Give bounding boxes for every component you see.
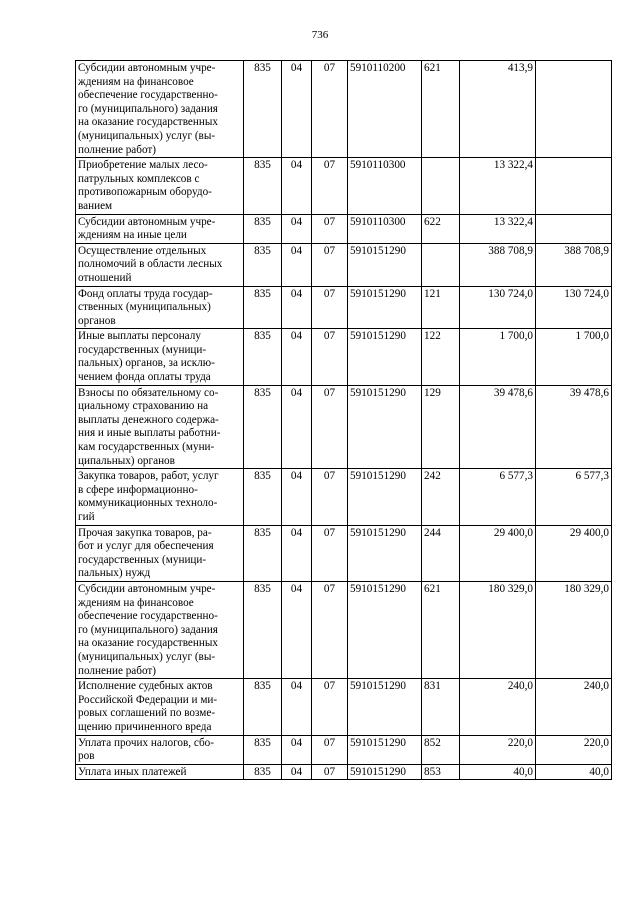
subsection-code-cell: 07 [312,469,348,525]
subsection-code-cell: 07 [312,286,348,329]
expense-type-cell: 621 [422,581,460,678]
row-name-cell: Субсидии автономным учре- ждениям на финансовое обеспечение государственно- го (муниципального) задания на оказание государственных (муниципальных) услуг (вы- полнение работ) [76,61,244,158]
section-code-cell: 04 [282,735,312,764]
section-code-cell: 04 [282,581,312,678]
amount-cell: 130 724,0 [460,286,536,329]
table-row [76,286,612,329]
subsection-code-cell: 07 [312,735,348,764]
amount-subvention-cell: 180 329,0 [536,581,612,678]
table-row [76,525,612,581]
amount-cell: 1 700,0 [460,329,536,385]
budget-table [75,60,612,780]
subsection-code-cell: 07 [312,385,348,469]
expense-type-cell [422,158,460,214]
target-article-cell: 5910151290 [348,679,422,735]
table-row [76,735,612,764]
grbs-code-cell: 835 [244,764,282,780]
page-number: 736 [311,29,329,41]
row-name-cell: Фонд оплаты труда государ- ственных (муниципальных) органов [76,286,244,329]
expense-type-cell: 621 [422,61,460,158]
grbs-code-cell: 835 [244,735,282,764]
grbs-code-cell: 835 [244,286,282,329]
amount-subvention-cell: 39 478,6 [536,385,612,469]
table-row [76,214,612,243]
section-code-cell: 04 [282,469,312,525]
grbs-code-cell: 835 [244,61,282,158]
grbs-code-cell: 835 [244,385,282,469]
amount-cell: 40,0 [460,764,536,780]
row-name-cell: Иные выплаты персоналу государственных (муници- пальных) органов, за исклю- чением фонда оплаты труда [76,329,244,385]
subsection-code-cell: 07 [312,329,348,385]
expense-type-cell: 831 [422,679,460,735]
target-article-cell: 5910110200 [348,61,422,158]
target-article-cell: 5910110300 [348,158,422,214]
section-code-cell: 04 [282,286,312,329]
subsection-code-cell: 07 [312,243,348,286]
table-row [76,61,612,158]
subsection-code-cell: 07 [312,158,348,214]
amount-subvention-cell: 29 400,0 [536,525,612,581]
grbs-code-cell: 835 [244,525,282,581]
subsection-code-cell: 07 [312,525,348,581]
amount-subvention-cell: 240,0 [536,679,612,735]
expense-type-cell: 129 [422,385,460,469]
target-article-cell: 5910151290 [348,329,422,385]
grbs-code-cell: 835 [244,158,282,214]
amount-cell: 13 322,4 [460,158,536,214]
grbs-code-cell: 835 [244,214,282,243]
target-article-cell: 5910151290 [348,385,422,469]
amount-cell: 29 400,0 [460,525,536,581]
section-code-cell: 04 [282,214,312,243]
section-code-cell: 04 [282,764,312,780]
row-name-cell: Прочая закупка товаров, ра- бот и услуг для обеспечения государственных (муници- пальных) нужд [76,525,244,581]
section-code-cell: 04 [282,329,312,385]
table-row [76,581,612,678]
table-row [76,158,612,214]
section-code-cell: 04 [282,385,312,469]
amount-cell: 413,9 [460,61,536,158]
expense-type-cell: 122 [422,329,460,385]
amount-subvention-cell [536,61,612,158]
row-name-cell: Закупка товаров, работ, услуг в сфере информационно- коммуникационных техноло- гий [76,469,244,525]
row-name-cell: Приобретение малых лесо- патрульных комплексов с противопожарным оборудо- ванием [76,158,244,214]
row-name-cell: Субсидии автономным учре- ждениям на финансовое обеспечение государственно- го (муниципального) задания на оказание государственных (муниципальных) услуг (вы- полнение работ) [76,581,244,678]
amount-subvention-cell [536,214,612,243]
target-article-cell: 5910110300 [348,214,422,243]
row-name-cell: Уплата прочих налогов, сбо- ров [76,735,244,764]
target-article-cell: 5910151290 [348,243,422,286]
amount-cell: 6 577,3 [460,469,536,525]
amount-cell: 220,0 [460,735,536,764]
amount-subvention-cell: 388 708,9 [536,243,612,286]
target-article-cell: 5910151290 [348,469,422,525]
amount-subvention-cell: 220,0 [536,735,612,764]
section-code-cell: 04 [282,525,312,581]
row-name-cell: Осуществление отдельных полномочий в области лесных отношений [76,243,244,286]
expense-type-cell: 121 [422,286,460,329]
expense-type-cell [422,243,460,286]
row-name-cell: Исполнение судебных актов Российской Федерации и ми- ровых соглашений по возме- щению причиненного вреда [76,679,244,735]
expense-type-cell: 242 [422,469,460,525]
row-name-cell: Взносы по обязательному со- циальному страхованию на выплаты денежного содержа- ния и иные выплаты работни- кам государственных (муни- ципальных) органов [76,385,244,469]
grbs-code-cell: 835 [244,679,282,735]
target-article-cell: 5910151290 [348,581,422,678]
amount-cell: 388 708,9 [460,243,536,286]
row-name-cell: Уплата иных платежей [76,764,244,780]
target-article-cell: 5910151290 [348,735,422,764]
amount-cell: 39 478,6 [460,385,536,469]
table-row [76,329,612,385]
amount-subvention-cell: 6 577,3 [536,469,612,525]
table-row [76,469,612,525]
amount-subvention-cell [536,158,612,214]
amount-cell: 240,0 [460,679,536,735]
amount-cell: 180 329,0 [460,581,536,678]
grbs-code-cell: 835 [244,243,282,286]
expense-type-cell: 244 [422,525,460,581]
section-code-cell: 04 [282,158,312,214]
grbs-code-cell: 835 [244,329,282,385]
table-row [76,243,612,286]
target-article-cell: 5910151290 [348,525,422,581]
section-code-cell: 04 [282,61,312,158]
section-code-cell: 04 [282,679,312,735]
row-name-cell: Субсидии автономным учре- ждениям на иные цели [76,214,244,243]
target-article-cell: 5910151290 [348,286,422,329]
target-article-cell: 5910151290 [348,764,422,780]
subsection-code-cell: 07 [312,214,348,243]
expense-type-cell: 852 [422,735,460,764]
subsection-code-cell: 07 [312,679,348,735]
expense-type-cell: 622 [422,214,460,243]
subsection-code-cell: 07 [312,764,348,780]
table-row [76,764,612,780]
table-row [76,679,612,735]
grbs-code-cell: 835 [244,581,282,678]
subsection-code-cell: 07 [312,581,348,678]
table-row [76,385,612,469]
amount-subvention-cell: 130 724,0 [536,286,612,329]
grbs-code-cell: 835 [244,469,282,525]
expense-type-cell: 853 [422,764,460,780]
amount-subvention-cell: 40,0 [536,764,612,780]
amount-subvention-cell: 1 700,0 [536,329,612,385]
subsection-code-cell: 07 [312,61,348,158]
amount-cell: 13 322,4 [460,214,536,243]
section-code-cell: 04 [282,243,312,286]
table-body [76,61,612,780]
